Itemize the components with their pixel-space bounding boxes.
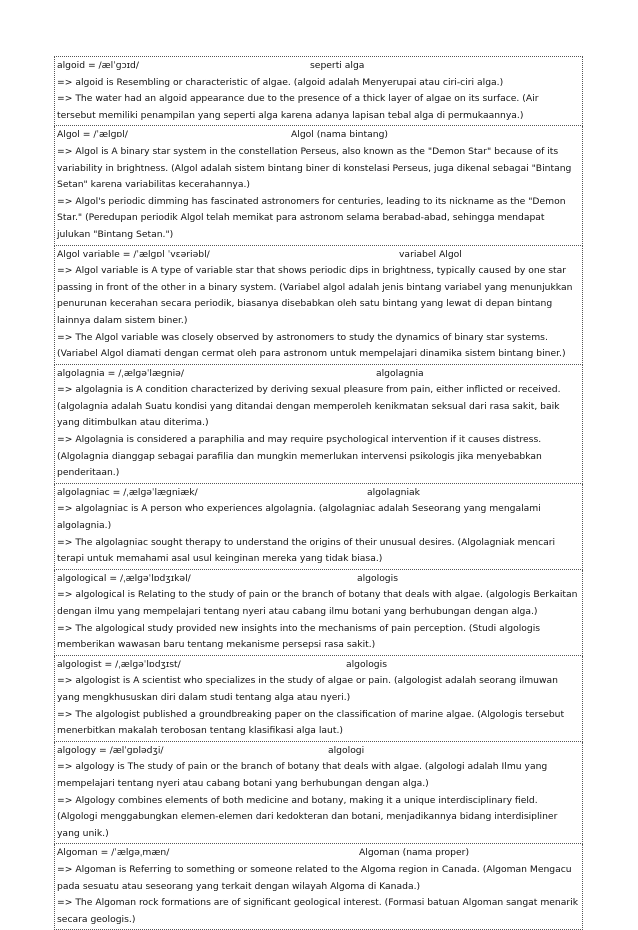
entry-headline (57, 247, 580, 264)
entry-translation: algologis (346, 658, 387, 670)
entry-example: => Algol's periodic dimming has fascinated astronomers for centuries, leading to its nickname as the "Demon Star." (Peredupan periodik Algol telah memikat para astronom selama berabad-abad, sehingga mendapat julukan "Bintang Setan.") (57, 195, 566, 240)
entry-headline (57, 845, 580, 862)
entry-translation: algologis (357, 572, 398, 584)
entry-algol (54, 126, 583, 245)
entry-algology (54, 742, 583, 845)
entry-translation: algolagniak (367, 486, 420, 498)
entry-example: => The water had an algoid appearance due to the presence of a thick layer of algae on its surface. (Air tersebut memiliki penampilan yang seperti alga karena adanya lapisan tebal alga di permukaannya.) (57, 93, 539, 121)
entry-example: => The algological study provided new insights into the mechanisms of pain perception. (Studi algologis memberikan wawasan baru tentang mekanisme persepsi rasa sakit.) (57, 622, 541, 651)
dictionary-page (54, 56, 583, 930)
entry-algologist (54, 656, 583, 742)
entry-algol-variable (54, 246, 583, 365)
entry-algological (54, 570, 583, 656)
entry-example: => The Algoman rock formations are of significant geological interest. (Formasi batuan Algoman sangat menarik secara geologis.) (57, 897, 579, 925)
entry-term: algoid = /ælˈɡɔɪd/ (57, 60, 139, 71)
entry-term: Algol variable = /ˈælɡɒl ˈvɛəriəbl/ (57, 248, 210, 260)
entry-definition: => algoid is Resembling or characteristic of algae. (algoid adalah Menyerupai atau ciri-ciri alga.) (57, 76, 504, 88)
entry-term: algolagniac = /ˌælɡəˈlæɡniæk/ (57, 486, 198, 498)
entry-definition: => algological is Relating to the study of pain or the branch of botany that deals with algae. (algologis Berkaitan dengan ilmu yang mempelajari tentang nyeri atau cabang ilmu botani yang berhubungan dengan alga.) (57, 589, 578, 617)
entry-headline (57, 58, 580, 75)
entry-definition: => Algol variable is A type of variable star that shows periodic dips in brightness, typically caused by one star passing in front of the other in a binary system. (Variabel algol adalah jenis bintang variabel yang menunjukkan penurunan kecerahan secara periodik, biasanya disebabkan oleh satu bintang yang lewat di depan bintang lainnya dalam sistem biner.) (57, 265, 573, 326)
entry-definition: => algology is The study of pain or the branch of botany that deals with algae. (algologi adalah Ilmu yang mempelajari tentang nyeri atau cabang botani yang berhubungan dengan alga.) (57, 761, 548, 789)
entry-term: algologist = /ˌælɡəˈlɒdʒɪst/ (57, 658, 181, 670)
entry-translation: algolagnia (376, 367, 424, 379)
entry-headline (57, 127, 580, 144)
entry-translation: algologi (328, 744, 365, 756)
entry-example: => The algolagniac sought therapy to understand the origins of their unusual desires. (Algolagniak mencari terapi untuk memahami asal usul keinginan mereka yang tidak biasa.) (57, 536, 556, 565)
entry-definition: => algolagniac is A person who experiences algolagnia. (algolagniac adalah Seseorang yang mengalami algolagnia.) (57, 503, 541, 532)
entry-algolagniac (54, 484, 583, 570)
entry-translation: Algol (nama bintang) (291, 129, 388, 141)
entry-headline (57, 743, 580, 760)
entry-example: => The algologist published a groundbreaking paper on the classification of marine algae. (Algologis tersebut menerbitkan makalah terobosan tentang klasifikasi alga laut.) (57, 708, 565, 737)
entry-translation: variabel Algol (399, 248, 462, 260)
entry-example: => Algology combines elements of both medicine and botany, making it a unique interdisciplinary field. (Algologi menggabungkan elemen-elemen dari kedokteran dan botani, menjadikannya bidang interdisipliner yang unik.) (57, 794, 558, 839)
entry-algoman (54, 844, 583, 930)
entry-headline (57, 366, 580, 383)
entry-headline (57, 657, 580, 674)
entry-definition: => Algol is A binary star system in the constellation Perseus, also known as the "Demon Star" because of its variability in brightness. (Algol adalah sistem bintang biner di konstelasi Perseus, juga dikenal sebagai "Bintang Setan" karena variabilitas kecerahannya.) (57, 145, 572, 191)
entry-headline (57, 485, 580, 502)
entry-term: algolagnia = /ˌælɡəˈlæɡniə/ (57, 367, 184, 379)
entry-example: => The Algol variable was closely observed by astronomers to study the dynamics of binary star systems. (Variabel Algol diamati dengan cermat oleh para astronom untuk mempelajari dinamika sistem bintang biner.) (57, 331, 566, 360)
entry-definition: => Algoman is Referring to something or someone related to the Algoma region in Canada. (Algoman Mengacu pada sesuatu atau seseorang yang terkait dengan wilayah Algoma di Kanada.) (57, 863, 572, 892)
entry-definition: => algologist is A scientist who specializes in the study of algae or pain. (algologist adalah seorang ilmuwan yang mengkhususkan diri dalam studi tentang alga atau nyeri.) (57, 675, 558, 703)
entry-term: Algoman = /ˈælɡəˌmæn/ (57, 847, 170, 859)
entry-definition: => algolagnia is A condition characterized by deriving sexual pleasure from pain, either inflicted or received. (algolagnia adalah Suatu kondisi yang ditandai dengan memperoleh kenikmatan seksual dari rasa sakit, baik yang ditimbulkan atau diterima.) (57, 384, 561, 429)
entry-algolagnia (54, 365, 583, 484)
entry-headline (57, 571, 580, 588)
entry-term: algology = /ælˈɡɒlədʒi/ (57, 744, 164, 756)
entry-algoid (54, 56, 583, 126)
entry-translation: seperti alga (310, 60, 365, 71)
entry-term: Algol = /ˈælɡɒl/ (57, 129, 128, 141)
entry-term: algological = /ˌælɡəˈlɒdʒɪkəl/ (57, 572, 191, 584)
entry-example: => Algolagnia is considered a paraphilia and may require psychological intervention if it causes distress. (Algolagnia dianggap sebagai parafilia dan mungkin memerlukan intervensi psikologis jika menyebabkan penderitaan.) (57, 434, 542, 479)
entry-translation: Algoman (nama proper) (359, 847, 470, 859)
